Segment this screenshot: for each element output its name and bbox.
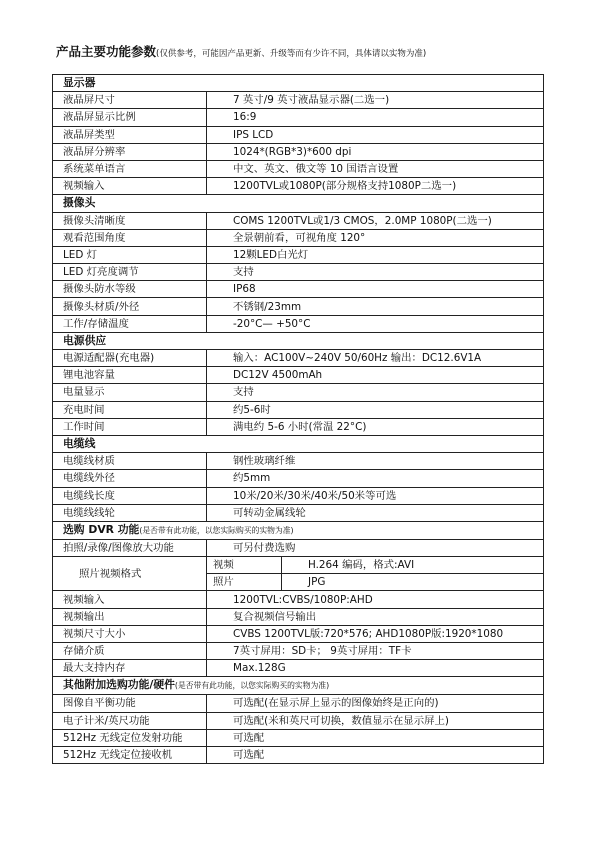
spec-row [53,453,544,470]
spec-key: LED 灯亮度调节 [53,264,207,281]
spec-row [53,281,544,298]
section-label: 电源供应 [63,333,107,347]
spec-value: 1024*(RGB*3)*600 dpi [207,143,544,160]
spec-row [53,418,544,435]
other-section-row [53,677,544,695]
camera-section-row [53,195,544,212]
spec-key: 视频尺寸大小 [53,625,207,642]
spec-value: 钢性玻璃纤维 [207,453,544,470]
spec-key: 视频输入 [53,591,207,608]
spec-key: 图像自平衡功能 [53,695,207,712]
cable-section-header [53,435,544,452]
spec-key: 摄像头清晰度 [53,212,207,229]
spec-value: 满电约 5-6 小时(常温 22°C) [207,418,544,435]
cable-section-row [53,435,544,452]
display-section-header [53,75,544,92]
dvr-section-row [53,521,544,539]
spec-value: 支持 [207,384,544,401]
spec-row [53,729,544,746]
spec-value: 12颗LED白光灯 [207,246,544,263]
spec-value: 输入：AC100V~240V 50/60Hz 输出：DC12.6V1A [207,350,544,367]
spec-key: 512Hz 无线定位接收机 [53,746,207,763]
spec-key: 电缆线线轮 [53,504,207,521]
section-label: 选购 DVR 功能 [63,522,140,536]
spec-row-format-video [53,557,544,574]
spec-value: 可选配 [207,746,544,763]
spec-key: 电子计米/英尺功能 [53,712,207,729]
spec-key: 拍照/录像/图像放大功能 [53,539,207,556]
spec-value: H.264 编码，格式:AVI [282,557,544,574]
spec-value: 不锈钢/23mm [207,298,544,315]
spec-key: LED 灯 [53,246,207,263]
spec-key: 液晶屏分辨率 [53,143,207,160]
spec-key: 液晶屏显示比例 [53,109,207,126]
spec-row [53,178,544,195]
spec-key: 视频输出 [53,608,207,625]
spec-value: 可转动金属线轮 [207,504,544,521]
spec-key: 工作时间 [53,418,207,435]
spec-row [53,264,544,281]
spec-row [53,367,544,384]
spec-row [53,212,544,229]
spec-value: IP68 [207,281,544,298]
spec-row [53,660,544,677]
spec-value: 16:9 [207,109,544,126]
spec-value: 1200TVL或1080P(部分规格支持1080P二选一) [207,178,544,195]
spec-key: 观看范围角度 [53,229,207,246]
spec-table [52,74,544,764]
spec-key: 摄像头防水等级 [53,281,207,298]
title-note: (仅供参考，可能因产品更新、升级等而有少许不同，具体请以实物为准) [156,49,427,59]
spec-value: 可选配(米和英尺可切换，数值显示在显示屏上) [207,712,544,729]
spec-key: 摄像头材质/外径 [53,298,207,315]
spec-key: 电缆线长度 [53,487,207,504]
section-note: (是否带有此功能，以您实际购买的实物为准) [174,681,330,691]
section-label: 摄像头 [63,196,96,210]
spec-key: 照片视频格式 [53,557,207,591]
spec-key: 电缆线材质 [53,453,207,470]
section-label: 其他附加选购功能/硬件 [63,678,175,692]
spec-value: 约5mm [207,470,544,487]
spec-row [53,487,544,504]
spec-row [53,92,544,109]
spec-row [53,315,544,332]
spec-value: 可选配(在显示屏上显示的图像始终是正向的) [207,695,544,712]
other-section-header [53,677,544,695]
spec-row [53,591,544,608]
spec-value: 中文、英文、俄文等 10 国语言设置 [207,160,544,177]
spec-row [53,143,544,160]
spec-row [53,384,544,401]
camera-section-header [53,195,544,212]
spec-row [53,539,544,556]
spec-key: 液晶屏尺寸 [53,92,207,109]
spec-value: 7 英寸/9 英寸液晶显示器(二选一) [207,92,544,109]
spec-row [53,126,544,143]
spec-key: 512Hz 无线定位发射功能 [53,729,207,746]
spec-key: 锂电池容量 [53,367,207,384]
spec-row [53,470,544,487]
spec-row [53,695,544,712]
spec-key: 系统菜单语言 [53,160,207,177]
spec-row [53,109,544,126]
page-title [56,42,426,60]
spec-value: Max.128G [207,660,544,677]
spec-row [53,298,544,315]
spec-value: 约5-6时 [207,401,544,418]
spec-key: 电源适配器(充电器) [53,350,207,367]
spec-row [53,246,544,263]
spec-value: -20°C— +50°C [207,315,544,332]
spec-row [53,608,544,625]
spec-key: 最大支持内存 [53,660,207,677]
spec-subkey: 视频 [207,557,282,574]
spec-value: COMS 1200TVL或1/3 CMOS，2.0MP 1080P(二选一) [207,212,544,229]
title-main: 产品主要功能参数 [56,44,157,59]
spec-value: DC12V 4500mAh [207,367,544,384]
power-section-header [53,332,544,349]
spec-key: 工作/存储温度 [53,315,207,332]
section-label: 电缆线 [63,437,96,451]
spec-row [53,160,544,177]
spec-row [53,350,544,367]
spec-value: JPG [282,574,544,591]
spec-key: 液晶屏类型 [53,126,207,143]
spec-value: 全景朝前看，可视角度 120° [207,229,544,246]
spec-subkey: 照片 [207,574,282,591]
spec-value: IPS LCD [207,126,544,143]
spec-key: 存储介质 [53,643,207,660]
spec-value: 10米/20米/30米/40米/50米等可选 [207,487,544,504]
spec-value: 支持 [207,264,544,281]
spec-row [53,746,544,763]
spec-value: 可选配 [207,729,544,746]
spec-row [53,643,544,660]
spec-row [53,504,544,521]
spec-key: 充电时间 [53,401,207,418]
spec-value: 7英寸屏用：SD卡； 9英寸屏用：TF卡 [207,643,544,660]
spec-row [53,229,544,246]
spec-row [53,712,544,729]
spec-value: 1200TVL:CVBS/1080P:AHD [207,591,544,608]
spec-key: 电量显示 [53,384,207,401]
spec-value: CVBS 1200TVL版:720*576; AHD1080P版:1920*1080 [207,625,544,642]
section-note: (是否带有此功能，以您实际购买的实物为准) [139,525,294,535]
display-section-row [53,75,544,92]
spec-row [53,401,544,418]
spec-value: 复合视频信号输出 [207,608,544,625]
spec-value: 可另付费选购 [207,539,544,556]
section-label: 显示器 [63,76,96,90]
spec-key: 电缆线外径 [53,470,207,487]
spec-key: 视频输入 [53,178,207,195]
spec-row [53,625,544,642]
dvr-section-header [53,521,544,539]
power-section-row [53,332,544,349]
